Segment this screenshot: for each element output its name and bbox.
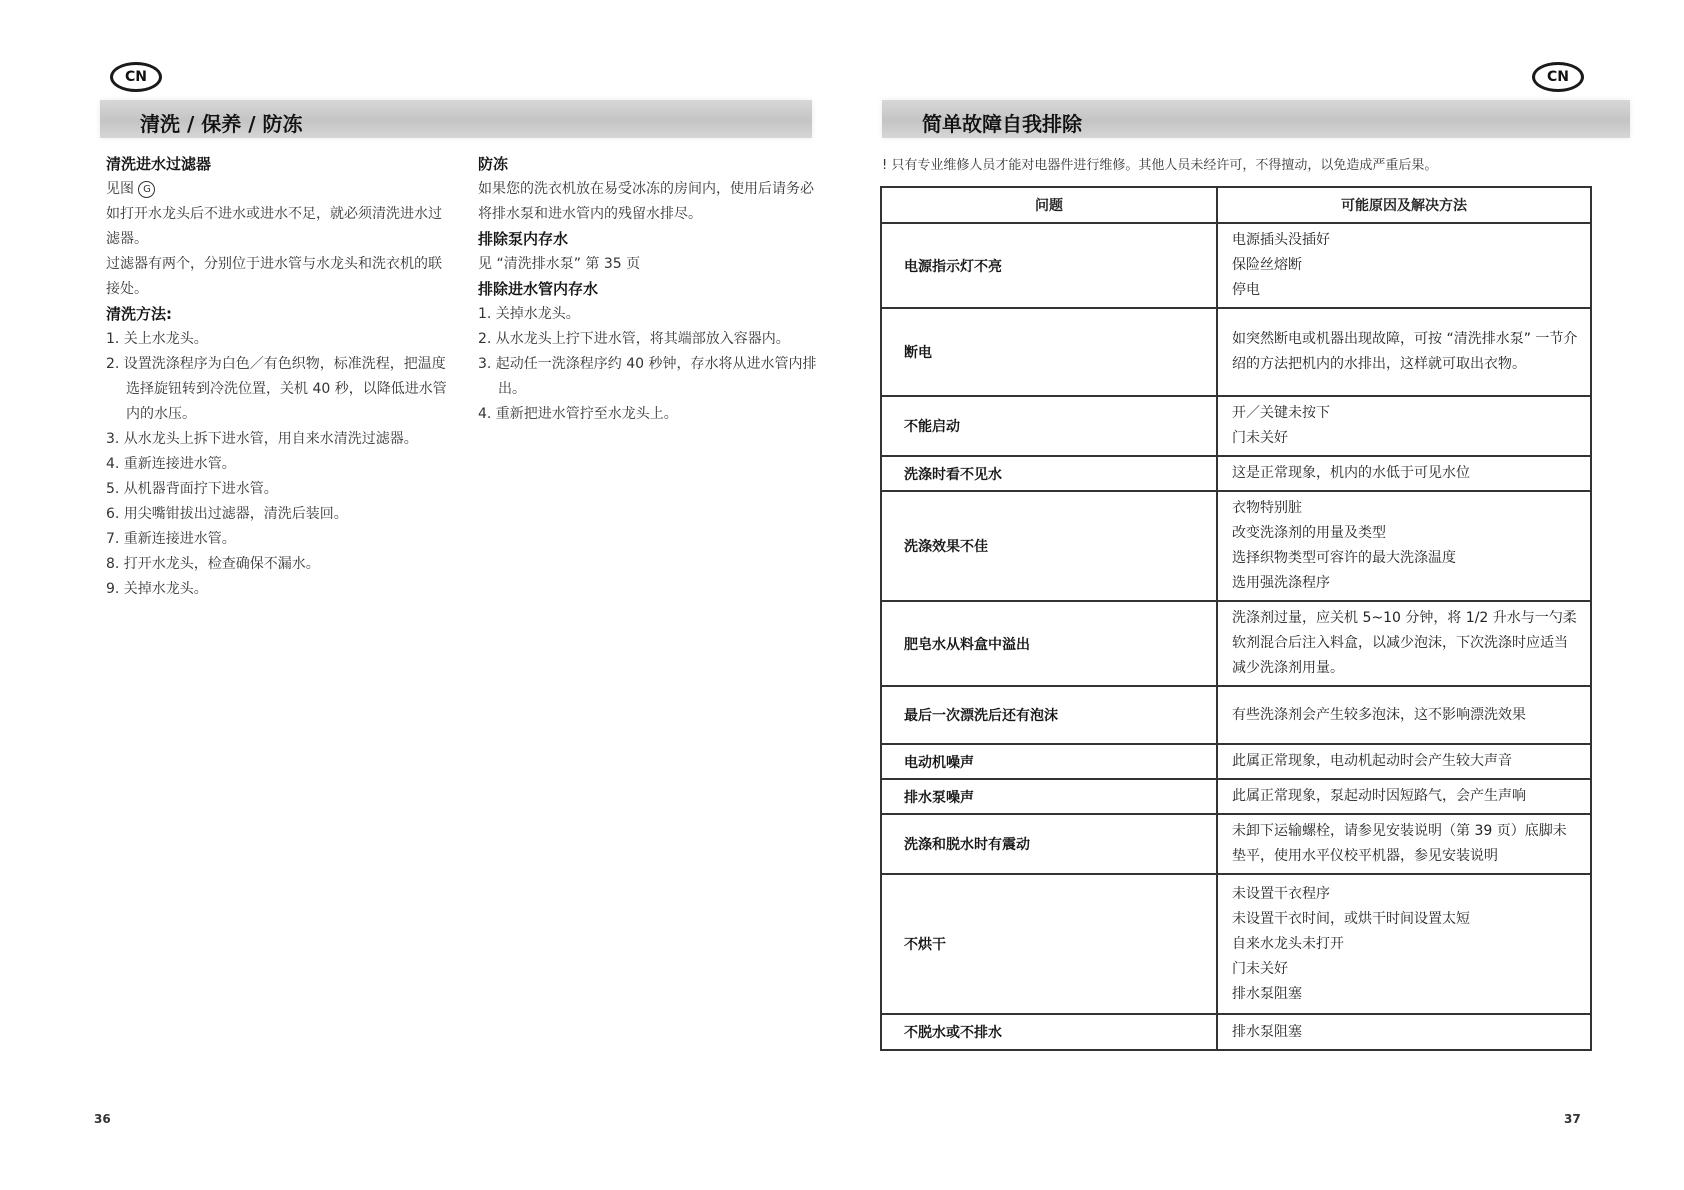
- problem-cell: 不脱水或不排水: [881, 1014, 1217, 1050]
- solution-line: 门未关好: [1232, 430, 1288, 446]
- solution-line: 门未关好: [1232, 960, 1288, 977]
- table-row: [881, 874, 1591, 1014]
- problem-cell: 不能启动: [881, 396, 1217, 456]
- solution-cell: [1217, 308, 1591, 396]
- table-row: [881, 779, 1591, 814]
- solution-line: 排水泵阻塞: [1232, 1023, 1302, 1040]
- solution-line: 这是正常现象，机内的水低于可见水位: [1232, 465, 1470, 481]
- drain-pump-text: 见 “清洗排水泵” 第 35 页: [478, 256, 641, 272]
- problem-cell: 断电: [881, 308, 1217, 396]
- drain-pump-title: 排除泵内存水: [478, 230, 569, 248]
- header-problem: 问题: [881, 187, 1217, 223]
- frost-section-title: 防冻: [478, 155, 509, 173]
- filter-step: 7. 重新连接进水管。: [106, 531, 236, 547]
- filter-location-text: 过滤器有两个，分别位于进水管与水龙头和洗衣机的联接处。: [106, 256, 442, 297]
- filter-step: 5. 从机器背面拧下进水管。: [106, 481, 278, 497]
- solution-line: 未卸下运输螺栓，请参见安装说明（第 39 页）底脚未垫平，使用水平仪校平机器，参见安装说明: [1232, 823, 1567, 864]
- warning-text: ! 只有专业维修人员才能对电器件进行维修。其他人员未经许可，不得擅动，以免造成严重后果。: [882, 158, 1438, 173]
- filter-step: 2. 设置洗涤程序为白色／有色织物，标准洗程，把温度选择旋钮转到冷洗位置，关机 40 秒，以降低进水管内的水压。: [106, 356, 447, 422]
- table-row: [881, 601, 1591, 686]
- solution-line: 衣物特别脏: [1232, 500, 1302, 516]
- filter-intro-text: 如打开水龙头后不进水或进水不足，就必须清洗进水过滤器。: [106, 206, 442, 247]
- table-row: [881, 223, 1591, 308]
- page-number: 37: [1564, 1112, 1581, 1126]
- filter-section-title: 清洗进水过滤器: [106, 155, 212, 173]
- solution-cell: [1217, 779, 1591, 814]
- solution-cell: [1217, 814, 1591, 874]
- solution-cell: [1217, 491, 1591, 601]
- solution-line: 此属正常现象，电动机起动时会产生较大声音: [1232, 753, 1512, 769]
- problem-cell: 排水泵噪声: [881, 779, 1217, 814]
- solution-line: 选用强洗涤程序: [1232, 575, 1330, 591]
- table-row: [881, 744, 1591, 779]
- problem-cell: 电源指示灯不亮: [881, 223, 1217, 308]
- troubleshooting-table: [880, 186, 1592, 1051]
- solution-cell: [1217, 456, 1591, 491]
- problem-cell: 不烘干: [881, 874, 1217, 1014]
- solution-line: 此属正常现象，泵起动时因短路气，会产生声响: [1232, 788, 1526, 804]
- banner-title: 清洗 / 保养 / 防冻: [140, 112, 303, 136]
- solution-line: 洗涤剂过量，应关机 5~10 分钟，将 1/2 升水与一勺柔软剂混合后注入料盒，以减少泡沫，下次洗涤时应适当减少洗涤剂用量。: [1232, 610, 1577, 676]
- solution-cell: [1217, 223, 1591, 308]
- solution-cell: [1217, 396, 1591, 456]
- frost-intro-text: 如果您的洗衣机放在易受冰冻的房间内，使用后请务必将排水泵和进水管内的残留水排尽。: [478, 181, 814, 222]
- cn-language-badge: CN: [1532, 62, 1584, 92]
- section-banner-cleaning: [100, 100, 812, 138]
- solution-line: 排水泵阻塞: [1232, 985, 1302, 1002]
- banner-title: 简单故障自我排除: [922, 112, 1082, 136]
- solution-cell: [1217, 874, 1591, 1014]
- problem-cell: 洗涤和脱水时有震动: [881, 814, 1217, 874]
- filter-cleaning-column: [106, 152, 451, 602]
- solution-cell: [1217, 686, 1591, 744]
- frost-step: 4. 重新把进水管拧至水龙头上。: [478, 406, 678, 422]
- frost-steps-list: [478, 302, 818, 427]
- table-row: [881, 456, 1591, 491]
- table-row: [881, 491, 1591, 601]
- table-row: [881, 686, 1591, 744]
- filter-steps-list: [106, 327, 451, 602]
- solution-line: 有些洗涤剂会产生较多泡沫，这不影响漂洗效果: [1232, 706, 1526, 723]
- filter-step: 9. 关掉水龙头。: [106, 581, 208, 597]
- table-header-row: [881, 187, 1591, 223]
- frost-step: 2. 从水龙头上拧下进水管，将其端部放入容器内。: [478, 331, 790, 347]
- solution-line: 保险丝熔断: [1232, 257, 1302, 273]
- solution-line: 改变洗涤剂的用量及类型: [1232, 525, 1386, 541]
- solution-line: 未设置干衣时间，或烘干时间设置太短: [1232, 910, 1470, 927]
- table-row: [881, 814, 1591, 874]
- solution-line: 未设置干衣程序: [1232, 885, 1330, 902]
- solution-line: 电源插头没插好: [1232, 232, 1330, 248]
- page-number: 36: [94, 1112, 111, 1126]
- frost-step: 1. 关掉水龙头。: [478, 306, 580, 322]
- filter-step: 6. 用尖嘴钳拔出过滤器，清洗后装回。: [106, 506, 348, 522]
- header-solution: 可能原因及解决方法: [1217, 187, 1591, 223]
- solution-line: 如突然断电或机器出现故障，可按 “清洗排水泵” 一节介绍的方法把机内的水排出，这样就可取出衣物。: [1232, 331, 1578, 372]
- problem-cell: 最后一次漂洗后还有泡沫: [881, 686, 1217, 744]
- section-banner-troubleshooting: [882, 100, 1630, 138]
- frost-protection-column: [478, 152, 818, 427]
- solution-cell: [1217, 744, 1591, 779]
- solution-line: 开／关键未按下: [1232, 405, 1330, 421]
- solution-line: 停电: [1232, 282, 1260, 298]
- see-figure-text: 见图: [106, 181, 134, 197]
- filter-step: 8. 打开水龙头，检查确保不漏水。: [106, 556, 320, 572]
- figure-g-icon: G: [138, 181, 155, 198]
- filter-step: 4. 重新连接进水管。: [106, 456, 236, 472]
- filter-step: 1. 关上水龙头。: [106, 331, 208, 347]
- table-row: [881, 308, 1591, 396]
- cn-language-badge: CN: [110, 62, 162, 92]
- solution-cell: [1217, 601, 1591, 686]
- table-row: [881, 1014, 1591, 1050]
- cleaning-method-title: 清洗方法:: [106, 305, 172, 323]
- problem-cell: 电动机噪声: [881, 744, 1217, 779]
- frost-step: 3. 起动任一洗涤程序约 40 秒钟，存水将从进水管内排出。: [478, 356, 817, 397]
- filter-step: 3. 从水龙头上拆下进水管，用自来水清洗过滤器。: [106, 431, 418, 447]
- drain-hose-title: 排除进水管内存水: [478, 280, 599, 298]
- solution-cell: [1217, 1014, 1591, 1050]
- table-row: [881, 396, 1591, 456]
- solution-line: 自来水龙头未打开: [1232, 935, 1344, 952]
- problem-cell: 肥皂水从料盒中溢出: [881, 601, 1217, 686]
- problem-cell: 洗涤效果不佳: [881, 491, 1217, 601]
- see-figure-line: [106, 177, 451, 202]
- problem-cell: 洗涤时看不见水: [881, 456, 1217, 491]
- right-page: [842, 0, 1684, 1190]
- solution-line: 选择织物类型可容许的最大洗涤温度: [1232, 550, 1456, 566]
